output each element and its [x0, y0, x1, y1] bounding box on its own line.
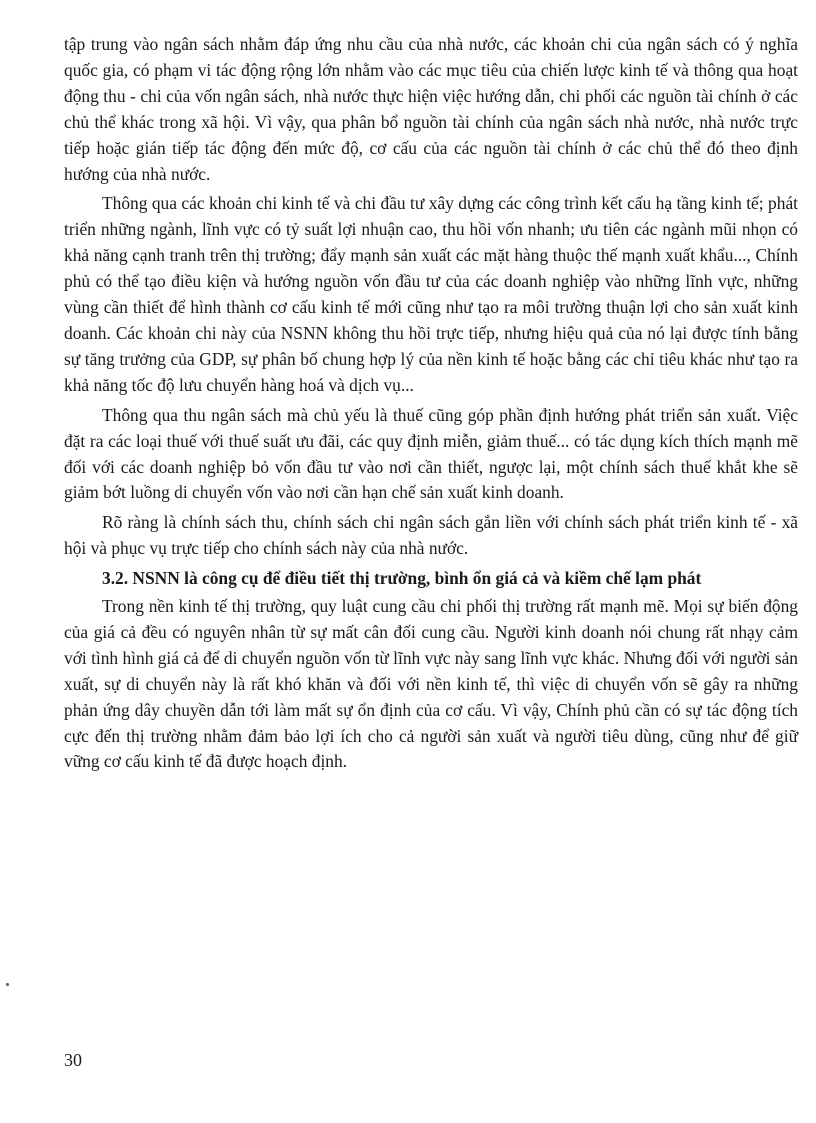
paragraph-policy-link: Rõ ràng là chính sách thu, chính sách chi ngân sách gắn liền với chính sách phát triển kinh tế - xã hội và phục vụ trực tiếp cho chính sách này của nhà nước.	[64, 512, 798, 559]
section-heading: 3.2. NSNN là công cụ để điều tiết thị trường, bình ổn giá cả và kiềm chế lạm phát	[102, 568, 702, 589]
paragraph-expenditure: Thông qua các khoản chi kinh tế và chi đầu tư xây dựng các công trình kết cấu hạ tầng kinh tế; phát triển những ngành, lĩnh vực có tỷ suất lợi nhuận cao, thu hồi vốn nhanh; ưu tiên các ngành mũi nhọn có khả năng cạnh tranh trên thị trường; đẩy mạnh sản xuất các mặt hàng thuộc thế mạnh xuất khẩu..., Chính phủ có thể tạo điều kiện và hướng nguồn vốn đầu tư của các doanh nghiệp vào những lĩnh vực, những vùng cần thiết để hình thành cơ cấu kinh tế mới cũng như tạo ra môi trường thuận lợi cho sản xuất kinh doanh. Các khoản chi này của NSNN không thu hồi trực tiếp, nhưng hiệu quả của nó lại được tính bằng sự tăng trưởng của GDP, sự phân bố chung hợp lý của nền kinh tế hoặc bằng các chỉ tiêu khác như tạo ra khả năng tốc độ lưu chuyển hàng hoá và dịch vụ...	[64, 193, 798, 395]
page-number: 30	[64, 1050, 82, 1070]
paragraph-revenue-tax: Thông qua thu ngân sách mà chủ yếu là thuế cũng góp phần định hướng phát triển sản xuất. Việc đặt ra các loại thuế với thuế suất ưu đãi, các quy định miễn, giảm thuế... có tác dụng kích thích mạnh mẽ đối với các doanh nghiệp bỏ vốn đầu tư vào nơi cần thiết, ngược lại, một chính sách thuế khắt khe sẽ giảm bớt luồng di chuyển vốn vào nơi cần hạn chế sản xuất kinh doanh.	[64, 404, 798, 503]
paragraph-market-regulation: Trong nền kinh tế thị trường, quy luật cung cầu chi phối thị trường rất mạnh mẽ. Mọi sự biến động của giá cả đều có nguyên nhân từ sự mất cân đối cung cầu. Người kinh doanh nói chung rất nhạy cảm với tình hình giá cả để di chuyển nguồn vốn từ lĩnh vực này sang lĩnh vực khác. Nhưng đối với người sản xuất, sự di chuyển này là rất khó khăn và đối với nền kinh tế, thì việc di chuyển vốn sẽ gây ra những phản ứng dây chuyền dẫn tới làm mất sự ổn định của cơ cấu. Vì vậy, Chính phủ cần có sự tác động tích cực đến thị trường nhằm đảm bảo lợi ích cho cả người sản xuất và người tiêu dùng, cũng như để giữ vững cơ cấu kinh tế đã được hoạch định.	[64, 596, 798, 772]
scan-dot	[6, 983, 9, 986]
page-body	[64, 32, 798, 779]
paragraph-continuation: tập trung vào ngân sách nhằm đáp ứng nhu cầu của nhà nước, các khoản chi của ngân sách có ý nghĩa quốc gia, có phạm vi tác động rộng lớn nhằm vào các mục tiêu của chiến lược kinh tế và thông qua hoạt động thu - chi của vốn ngân sách, nhà nước thực hiện việc hướng dẫn, chi phối các nguồn tài chính ở các chủ thể khác trong xã hội. Vì vậy, qua phân bổ nguồn tài chính của ngân sách nhà nước, nhà nước trực tiếp hoặc gián tiếp tác động đến mức độ, cơ cấu của các nguồn tài chính ở các chủ thể đó theo định hướng của nhà nước.	[64, 34, 798, 184]
